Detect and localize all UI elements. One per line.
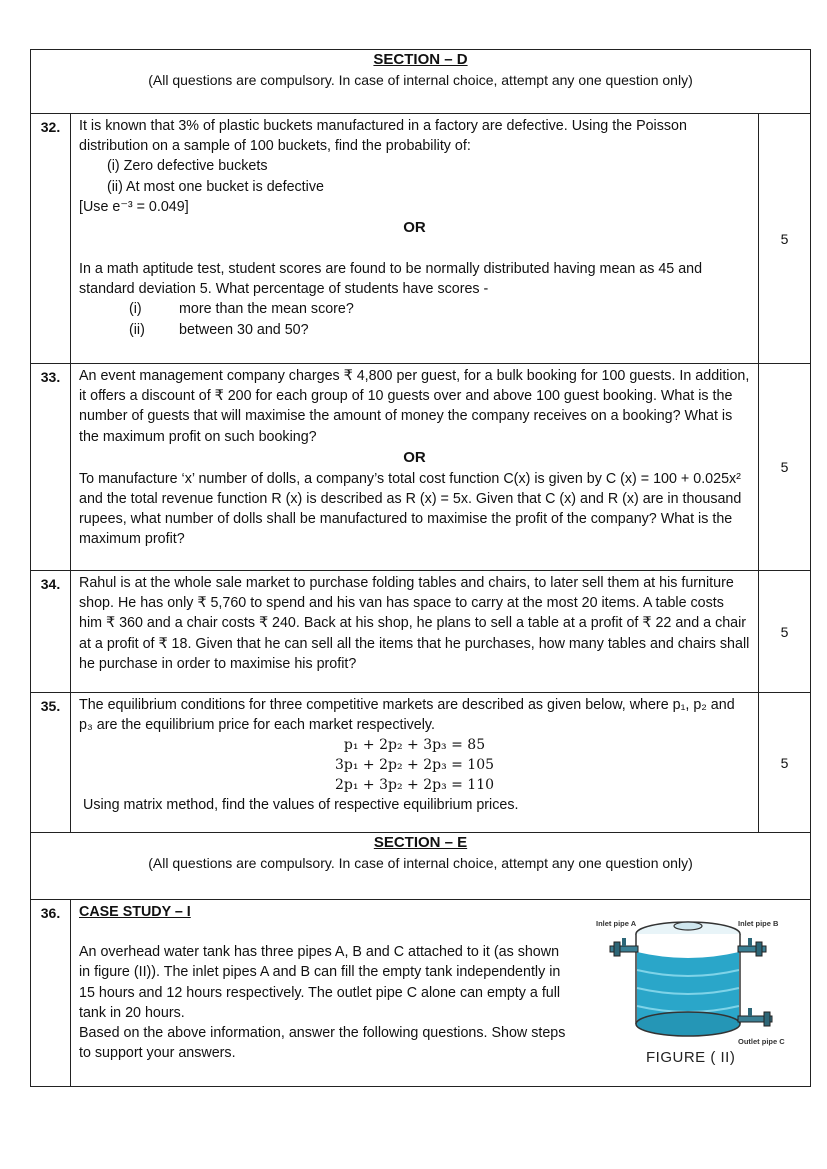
section-d-header <box>31 50 811 114</box>
question-number: 32. <box>31 114 71 364</box>
subpart-ii: (ii) At most one bucket is defective <box>107 178 324 195</box>
alt-subpart-text: more than the mean score? <box>179 301 354 318</box>
case-study-instruction: Based on the above information, answer the following questions. Show steps to support your answers. <box>79 1025 566 1062</box>
alt-subpart-number: (i) <box>129 301 142 318</box>
marks-cell: 5 <box>759 114 811 364</box>
equation-1: p₁ + 2p₂ + 3p₃ = 85 <box>343 737 486 754</box>
alternative-question-text: In a math aptitude test, student scores are found to be normally distributed having mean as 45 and standard deviation 5. What percentage of students have scores - <box>79 261 703 298</box>
question-text: Rahul is at the whole sale market to purchase folding tables and chairs, to later sell them at his furniture shop. He has only ₹ 5,760 to spend and his van has space to carry at the most 20 items. A table costs him ₹ 360 and a chair costs ₹ 240. Back at his shop, he plans to sell a table at a profit of ₹ 22 and a chair at a profit of ₹ 18. Given that he can sell all the items that he purchases, how many tables and chairs shall he purchase in order to maximise his profit? <box>79 575 750 672</box>
question-body-32 <box>71 114 759 364</box>
or-divider: OR <box>403 448 426 466</box>
alt-subpart-ii <box>79 320 750 340</box>
label-inlet-pipe-a: Inlet pipe A <box>596 919 637 928</box>
question-text: An event management company charges ₹ 4,800 per guest, for a bulk booking for 100 guests. In addition, it offers a discount of ₹ 200 for each group of 10 guests over and above 100 guest booking. What is the number of guests that will maximise the amount of money the company receives on a booking? What is the maximum profit on such booking? <box>79 368 750 445</box>
case-study-text: An overhead water tank has three pipes A, B and C attached to it (as shown in figure (II)). The inlet pipes A and B can fill the empty tank independently in 15 hours and 12 hours respectively. The outlet pipe C alone can empty a full tank in 20 hours. <box>79 944 561 1021</box>
question-number: 35. <box>31 693 71 833</box>
question-body-33 <box>71 364 759 571</box>
section-d-note: (All questions are compulsory. In case of internal choice, attempt any one question only) <box>148 72 693 88</box>
question-text: The equilibrium conditions for three competitive markets are described as given below, where p₁, p₂ and p₃ are the equilibrium price for each market respectively. <box>79 697 735 734</box>
section-e-header <box>31 833 811 900</box>
exam-page <box>30 49 810 1087</box>
section-e-header-row <box>31 833 811 900</box>
alt-subpart-text: between 30 and 50? <box>179 321 309 338</box>
label-inlet-pipe-b: Inlet pipe B <box>738 919 779 928</box>
question-row-34 <box>31 571 811 693</box>
question-row-33 <box>31 364 811 571</box>
question-row-35 <box>31 693 811 833</box>
subpart-i: (i) Zero defective buckets <box>107 158 268 175</box>
water-tank-figure <box>588 912 788 1080</box>
question-table <box>30 49 811 1087</box>
section-e-note: (All questions are compulsory. In case of internal choice, attempt any one question only) <box>148 855 693 871</box>
alt-subpart-number: (ii) <box>129 321 145 338</box>
equation-2: 3p₁ + 2p₂ + 2p₃ = 105 <box>334 757 495 774</box>
equation-3: 2p₁ + 3p₂ + 2p₃ = 110 <box>334 777 495 794</box>
question-text: It is known that 3% of plastic buckets manufactured in a factory are defective. Using the Poisson distribution on a sample of 100 buckets, find the probability of: <box>79 118 687 155</box>
question-body-36 <box>71 900 811 1087</box>
question-body-35 <box>71 693 759 833</box>
question-number: 33. <box>31 364 71 571</box>
label-outlet-pipe-c: Outlet pipe C <box>738 1037 785 1046</box>
case-study-title: CASE STUDY – I <box>79 904 191 920</box>
marks-cell: 5 <box>759 364 811 571</box>
or-divider: OR <box>403 219 426 237</box>
alt-subpart-i <box>79 299 750 319</box>
section-e-title: SECTION – E <box>373 834 468 851</box>
given-value: [Use e⁻³ = 0.049] <box>79 198 189 215</box>
alternative-question-text: To manufacture ‘x’ number of dolls, a company’s total cost function C(x) is given by C (x) = 100 + 0.025x² and the total revenue function R (x) is described as R (x) = 5x. Given that C (x) and R (x) are in thousand rupees, what number of dolls shall be manufactured to maximise the profit of the company? What is the maximum profit? <box>79 470 742 548</box>
marks-cell: 5 <box>759 571 811 693</box>
section-d-header-row <box>31 50 811 114</box>
question-row-36 <box>31 900 811 1087</box>
section-d-title: SECTION – D <box>373 51 468 68</box>
marks-cell: 5 <box>759 693 811 833</box>
question-body-34 <box>71 571 759 693</box>
question-number: 34. <box>31 571 71 693</box>
question-number: 36. <box>31 900 71 1087</box>
figure-caption: FIGURE ( II) <box>646 1049 736 1066</box>
question-row-32 <box>31 114 811 364</box>
question-closing: Using matrix method, find the values of respective equilibrium prices. <box>83 797 519 814</box>
